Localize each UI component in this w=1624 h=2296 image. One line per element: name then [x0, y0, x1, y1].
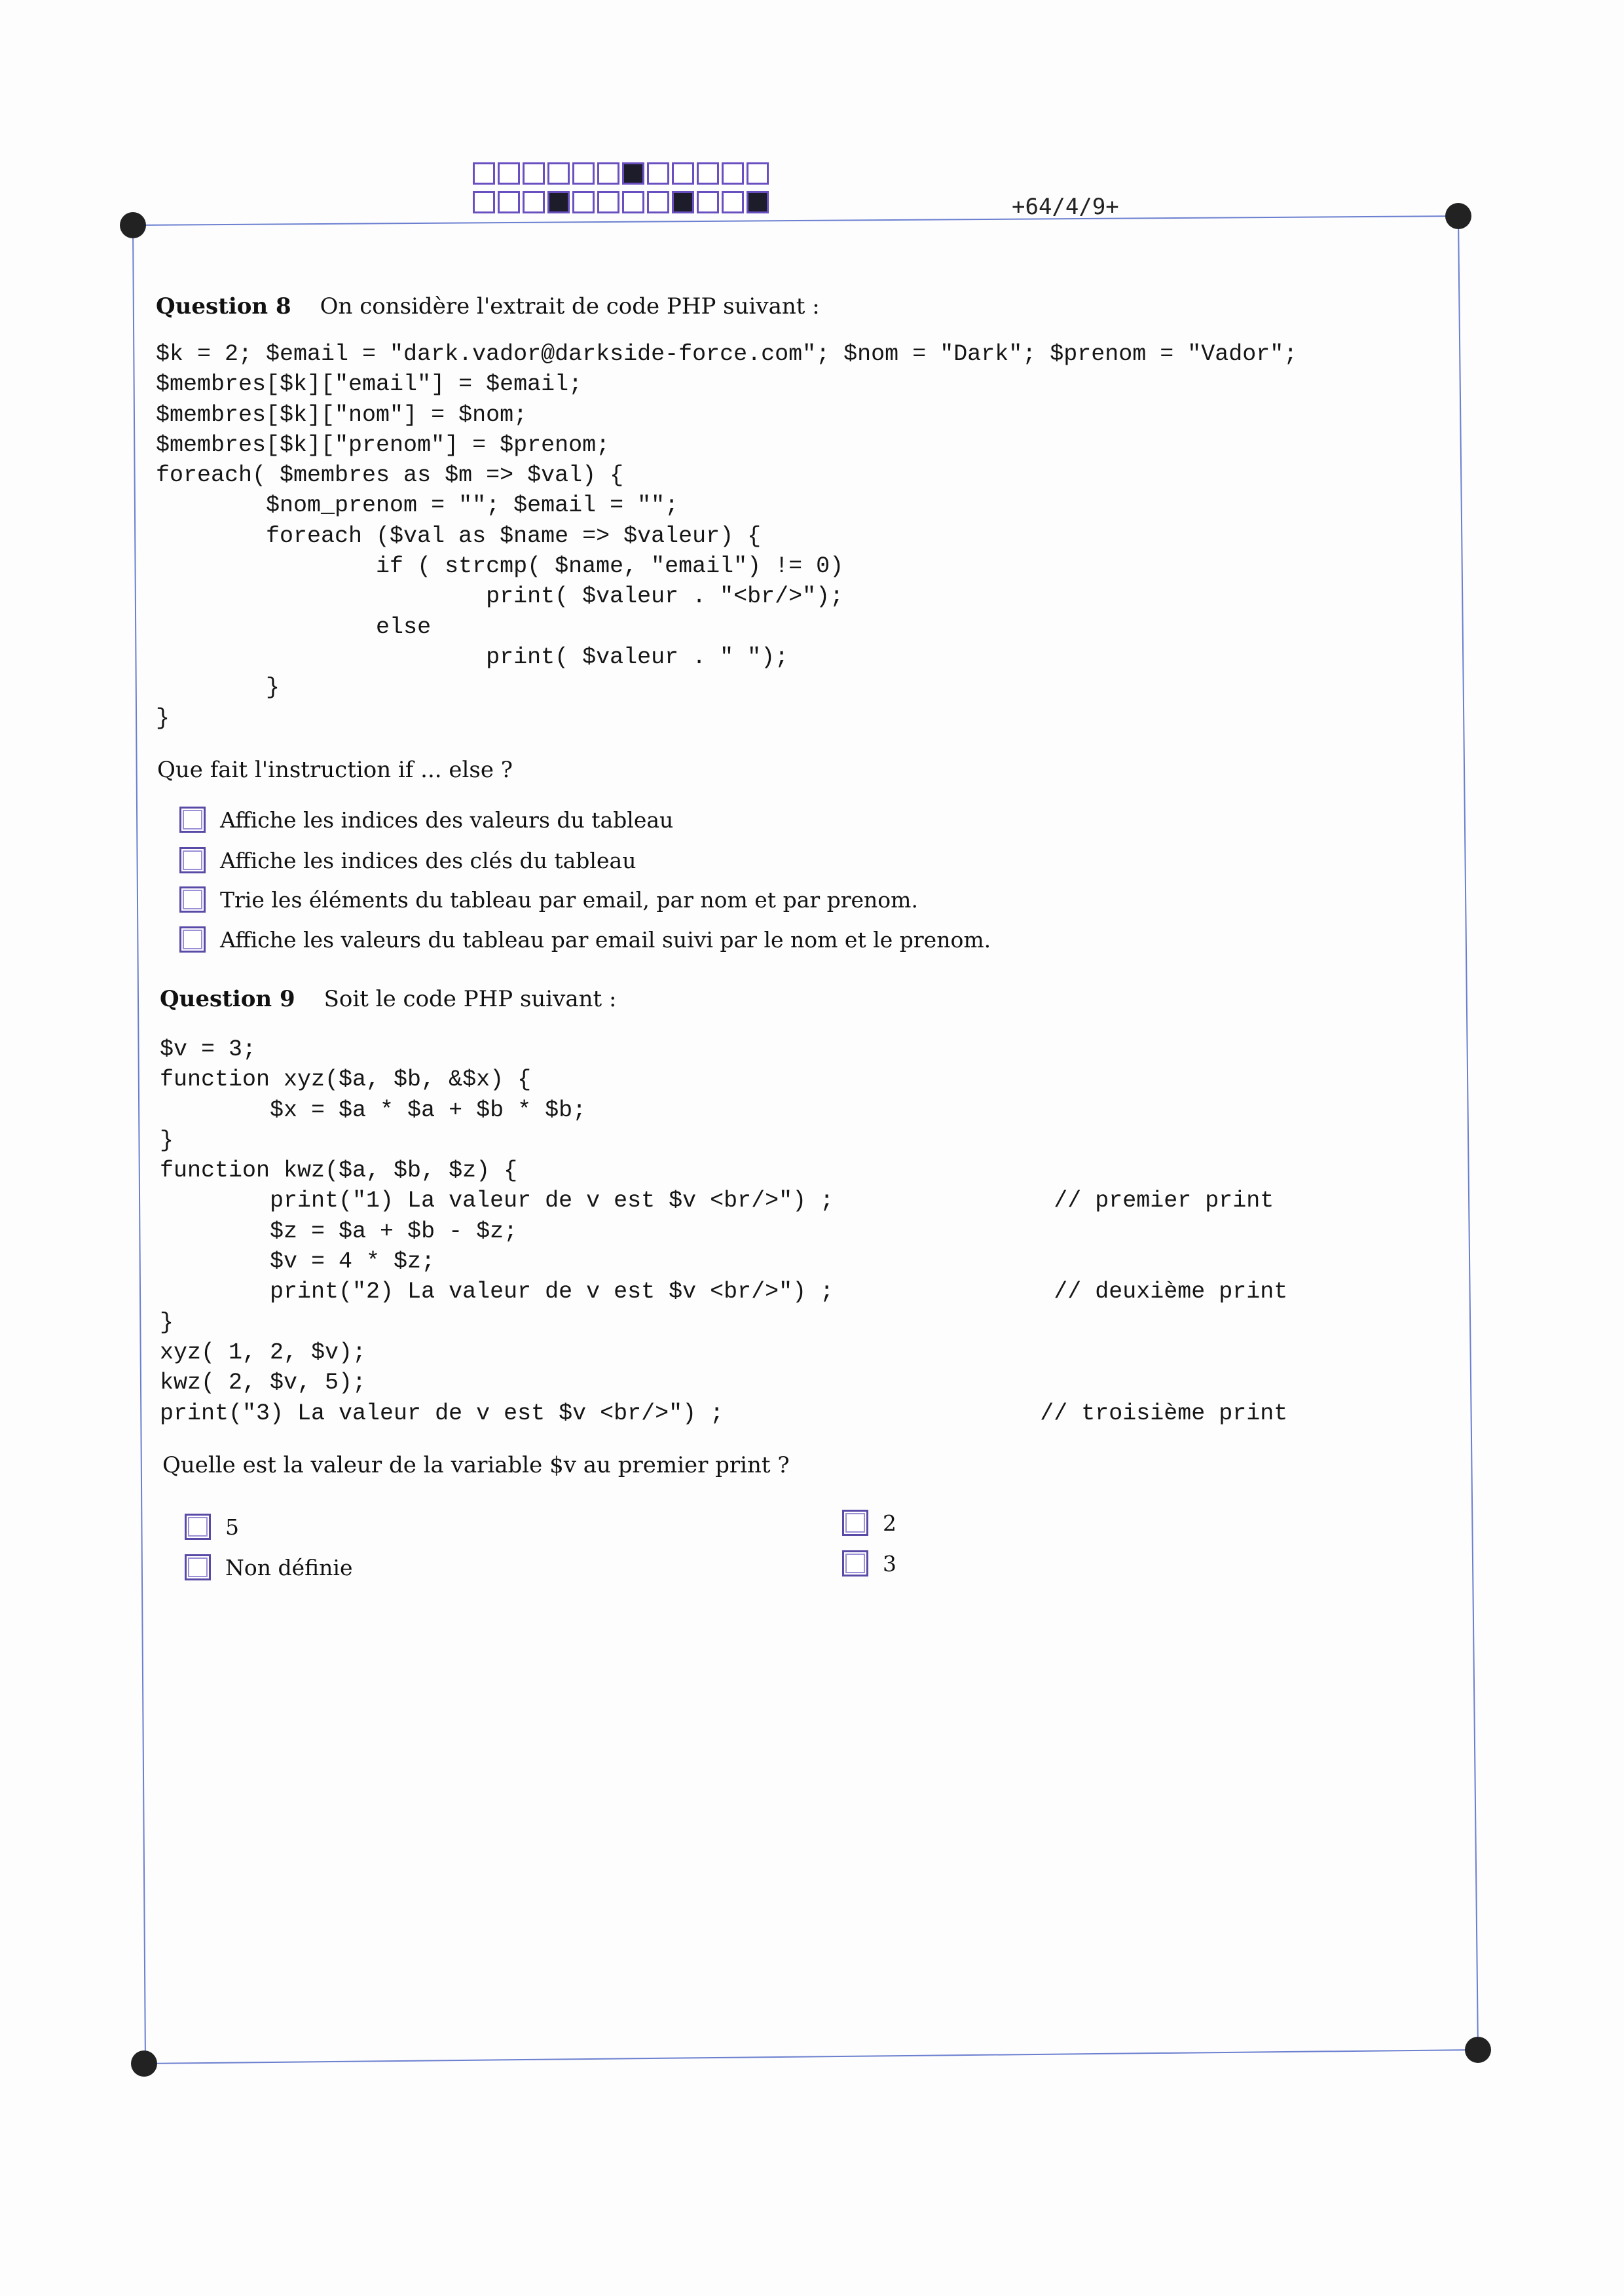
question-9-code-line: $x = $a * $a + $b * $b; — [160, 1097, 587, 1123]
barcode-row-1 — [473, 162, 771, 185]
answer-label: 5 — [225, 1514, 239, 1540]
question-8-intro: On considère l'extrait de code PHP suivant : — [320, 293, 820, 319]
question-8-option[interactable] — [179, 847, 636, 873]
barcode-row-2-cell — [523, 191, 545, 213]
barcode-row-1-cell — [597, 162, 619, 185]
question-9-prompt: Quelle est la valeur de la variable $v au premier print ? — [162, 1452, 790, 1478]
question-8-option[interactable] — [179, 807, 673, 833]
barcode-row-2-cell — [672, 191, 694, 213]
question-9-option[interactable] — [185, 1554, 353, 1580]
question-8-code-line: $membres[$k]["prenom"] = $prenom; — [156, 431, 610, 458]
question-9-header — [160, 986, 616, 1012]
barcode-row-2-cell — [747, 191, 769, 213]
barcode-row-2 — [473, 191, 771, 213]
question-8-label: Question 8 — [156, 293, 291, 319]
question-9-option[interactable] — [185, 1514, 239, 1540]
question-8-code-line: else — [156, 613, 432, 640]
barcode-row-1-cell — [622, 162, 644, 185]
barcode-row-2-cell — [647, 191, 669, 213]
question-8-code-line: $membres[$k]["email"] = $email; — [156, 371, 583, 398]
answer-label: 2 — [883, 1510, 896, 1536]
answer-label: Affiche les valeurs du tableau par email suivi par le nom et le prenom. — [220, 926, 991, 953]
question-8-header — [156, 293, 820, 319]
question-9-code-line: $v = 3; — [160, 1036, 257, 1063]
question-9-code-line: print("1) La valeur de v est $v <br/>") ; // premier print — [160, 1188, 1274, 1214]
barcode-row-1-cell — [547, 162, 570, 185]
question-9-code-line: print("3) La valeur de v est $v <br/>") ; // troisième print — [160, 1400, 1288, 1427]
question-8-code-line: print( $valeur . "<br/>"); — [156, 583, 844, 610]
corner-marker-bottom-right — [1465, 2037, 1491, 2063]
question-8-code-line: $k = 2; $email = "dark.vador@darkside-force.com"; $nom = "Dark"; $prenom = "Vador"; — [156, 341, 1298, 367]
answer-label: Non définie — [225, 1554, 353, 1580]
question-8-code-line: } — [156, 674, 280, 701]
question-8-code-line: } — [156, 704, 170, 731]
answer-checkbox[interactable] — [179, 847, 206, 873]
question-8-code-line: if ( strcmp( $name, "email") != 0) — [156, 553, 844, 580]
barcode-row-2-cell — [597, 191, 619, 213]
barcode-row-2-cell — [572, 191, 595, 213]
question-9-code-line: kwz( 2, $v, 5); — [160, 1370, 367, 1396]
question-8-code-line: foreach ($val as $name => $valeur) { — [156, 522, 762, 549]
barcode-row-2-cell — [622, 191, 644, 213]
barcode-row-1-cell — [473, 162, 495, 185]
answer-label: Trie les éléments du tableau par email, par nom et par prenom. — [220, 886, 918, 913]
question-8-code-line: $membres[$k]["nom"] = $nom; — [156, 401, 528, 428]
question-9-option[interactable] — [842, 1550, 896, 1576]
question-9-label: Question 9 — [160, 986, 295, 1012]
question-8-code-line: print( $valeur . " "); — [156, 644, 789, 670]
barcode-row-1-cell — [697, 162, 719, 185]
page-identifier: +64/4/9+ — [1012, 194, 1119, 220]
barcode-row-1-cell — [747, 162, 769, 185]
question-8-prompt: Que fait l'instruction if ... else ? — [157, 757, 513, 783]
question-8-option[interactable] — [179, 926, 991, 953]
question-8-code-line: $nom_prenom = ""; $email = ""; — [156, 492, 679, 519]
question-9-code-line: function xyz($a, $b, &$x) { — [160, 1066, 532, 1093]
question-8-option[interactable] — [179, 886, 918, 913]
corner-marker-top-left — [120, 212, 146, 238]
barcode-row-2-cell — [473, 191, 495, 213]
answer-checkbox[interactable] — [185, 1554, 211, 1580]
question-9-code-line: print("2) La valeur de v est $v <br/>") ; // deuxième print — [160, 1279, 1288, 1305]
question-9-code-line: $v = 4 * $z; — [160, 1248, 435, 1275]
question-9-code-line: $z = $a + $b - $z; — [160, 1218, 518, 1245]
answer-label: 3 — [883, 1550, 896, 1576]
question-9-code — [160, 1034, 1287, 1429]
question-9-code-line: function kwz($a, $b, $z) { — [160, 1157, 518, 1184]
barcode-row-1-cell — [647, 162, 669, 185]
answer-checkbox[interactable] — [179, 886, 206, 913]
barcode-row-1-cell — [523, 162, 545, 185]
question-9-intro: Soit le code PHP suivant : — [323, 986, 617, 1012]
answer-checkbox[interactable] — [179, 807, 206, 833]
answer-label: Affiche les indices des valeurs du tableau — [220, 807, 674, 833]
answer-checkbox[interactable] — [179, 926, 206, 953]
question-9-code-line: } — [160, 1127, 174, 1154]
question-8-code — [156, 339, 1297, 733]
answer-label: Affiche les indices des clés du tableau — [220, 847, 637, 873]
barcode-row-2-cell — [547, 191, 570, 213]
barcode-row-1-cell — [672, 162, 694, 185]
answer-checkbox[interactable] — [842, 1510, 868, 1536]
corner-marker-bottom-left — [131, 2050, 157, 2077]
question-9-option[interactable] — [842, 1510, 896, 1536]
question-8-code-line: foreach( $membres as $m => $val) { — [156, 462, 624, 489]
question-9-code-line: } — [160, 1309, 174, 1336]
question-9-code-line: xyz( 1, 2, $v); — [160, 1339, 367, 1366]
barcode-row-1-cell — [722, 162, 744, 185]
barcode-row-2-cell — [722, 191, 744, 213]
corner-marker-top-right — [1445, 203, 1471, 229]
barcode-row-2-cell — [697, 191, 719, 213]
barcode-row-1-cell — [572, 162, 595, 185]
answer-checkbox[interactable] — [185, 1514, 211, 1540]
barcode-row-2-cell — [498, 191, 520, 213]
barcode-row-1-cell — [498, 162, 520, 185]
answer-checkbox[interactable] — [842, 1550, 868, 1576]
